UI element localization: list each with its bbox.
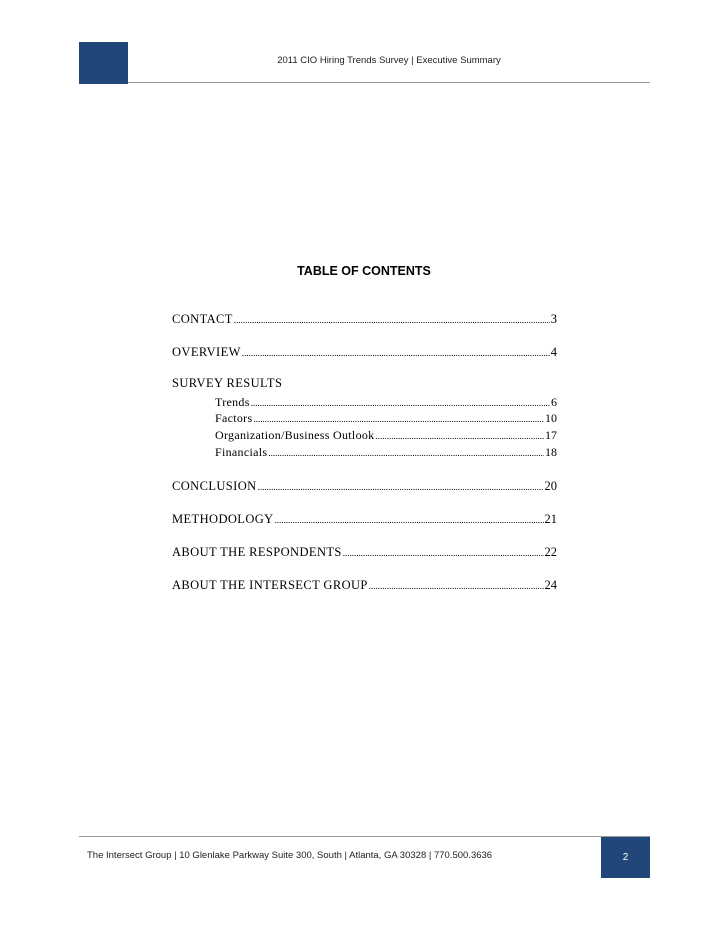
toc-entry-page: 22 — [544, 545, 557, 559]
toc-leader-dots — [343, 546, 544, 561]
header-divider — [128, 82, 650, 83]
toc-subentry-trends[interactable] — [215, 395, 557, 411]
toc-entry-page: 17 — [545, 428, 557, 442]
toc-section-survey-results[interactable]: SURVEY RESULTS — [172, 376, 283, 390]
toc-entry-label: METHODOLOGY — [172, 512, 274, 526]
toc-entry-label: Factors — [215, 411, 253, 425]
toc-entry-label: CONTACT — [172, 312, 233, 326]
toc-entry-about-intersect-group[interactable] — [172, 578, 557, 594]
toc-subentry-factors[interactable] — [215, 411, 557, 427]
toc-entry-page: 3 — [550, 312, 557, 326]
toc-leader-dots — [242, 346, 550, 361]
toc-leader-dots — [369, 579, 544, 594]
toc-subentry-business-outlook[interactable] — [215, 428, 557, 444]
toc-leader-dots — [258, 480, 544, 495]
toc-entry-conclusion[interactable] — [172, 479, 557, 495]
toc-leader-dots — [251, 396, 550, 411]
toc-entry-page: 18 — [545, 445, 557, 459]
toc-entry-label: ABOUT THE RESPONDENTS — [172, 545, 342, 559]
toc-leader-dots — [234, 313, 550, 328]
toc-entry-page: 20 — [544, 479, 557, 493]
toc-title: TABLE OF CONTENTS — [297, 264, 431, 278]
page-number-badge: 2 — [601, 837, 650, 878]
toc-subentry-financials[interactable] — [215, 445, 557, 461]
toc-entry-label: ABOUT THE INTERSECT GROUP — [172, 578, 368, 592]
toc-entry-label: Organization/Business Outlook — [215, 428, 375, 442]
toc-entry-label: Financials — [215, 445, 268, 459]
footer-divider — [79, 836, 650, 837]
toc-entry-label: OVERVIEW — [172, 345, 241, 359]
toc-entry-page: 4 — [550, 345, 557, 359]
toc-leader-dots — [375, 429, 544, 444]
toc-entry-page: 6 — [551, 395, 557, 409]
toc-entry-page: 24 — [544, 578, 557, 592]
toc-entry-label: CONCLUSION — [172, 479, 257, 493]
toc-leader-dots — [268, 446, 544, 461]
toc-entry-overview[interactable] — [172, 345, 557, 361]
toc-leader-dots — [253, 412, 544, 427]
toc-entry-page: 10 — [545, 411, 557, 425]
toc-entry-label: Trends — [215, 395, 250, 409]
footer-contact-info: The Intersect Group | 10 Glenlake Parkway Suite 300, South | Atlanta, GA 30328 | 770.500.3636 — [87, 850, 493, 861]
toc-leader-dots — [275, 513, 544, 528]
toc-entry-methodology[interactable] — [172, 512, 557, 528]
toc-entry-contact[interactable] — [172, 312, 557, 328]
toc-entry-page: 21 — [544, 512, 557, 526]
header-color-block — [79, 42, 128, 84]
header-title: 2011 CIO Hiring Trends Survey | Executive Summary — [277, 55, 501, 66]
toc-entry-about-respondents[interactable] — [172, 545, 557, 561]
